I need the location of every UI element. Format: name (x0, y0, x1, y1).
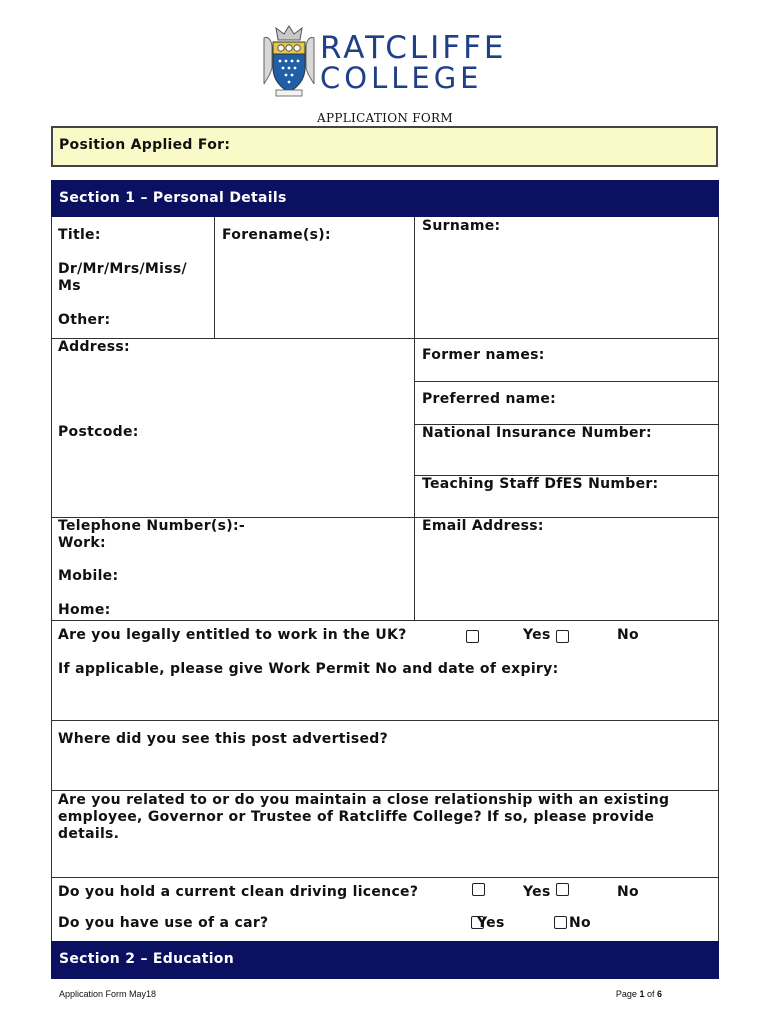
logo-wordmark-top: RATCLIFFE (320, 30, 507, 66)
crest-icon (262, 24, 316, 98)
footer-page-prefix: Page (615, 989, 640, 999)
logo-wordmark-bottom: COLLEGE (320, 61, 483, 95)
car-yes-label: Yes (477, 915, 505, 931)
section-1-title: Section 1 – Personal Details (59, 190, 287, 206)
section-2-title: Section 2 – Education (59, 951, 234, 967)
related-question-line2: employee, Governor or Trustee of Ratcliffe College? If so, please provide (58, 809, 655, 825)
work-uk-yes-checkbox[interactable] (466, 630, 479, 643)
footer-page-number (616, 989, 662, 999)
title-options-cont: Ms (58, 278, 81, 294)
car-question: Do you have use of a car? (58, 915, 269, 931)
surname-label: Surname: (422, 218, 501, 234)
work-uk-no-label: No (617, 627, 639, 643)
driving-no-label: No (617, 884, 639, 900)
surname-cell[interactable] (415, 217, 719, 338)
related-field[interactable] (51, 845, 719, 877)
work-permit-label: If applicable, please give Work Permit No and date of expiry: (58, 661, 559, 677)
driving-yes-checkbox[interactable] (472, 883, 485, 896)
footer-left: Application Form May18 (59, 989, 157, 999)
title-options: Dr/Mr/Mrs/Miss/ (58, 261, 187, 277)
college-logo (262, 24, 512, 98)
former-names-label: Former names: (422, 347, 545, 363)
car-no-label: No (569, 915, 591, 931)
advertised-field[interactable] (51, 750, 719, 790)
telephone-label: Telephone Number(s):- (58, 518, 245, 534)
home-phone-label: Home: (58, 602, 111, 618)
driving-licence-question: Do you hold a current clean driving licence? (58, 884, 419, 900)
ni-number-label: National Insurance Number: (422, 425, 652, 441)
other-label: Other: (58, 312, 111, 328)
footer-page-total: 6 (656, 989, 662, 999)
related-question-line3: details. (58, 826, 120, 842)
section-1-header (51, 180, 719, 217)
driving-yes-label: Yes (523, 884, 551, 900)
postcode-label: Postcode: (58, 424, 139, 440)
title-label: Title: (58, 227, 101, 243)
footer-page-of: of (644, 989, 657, 999)
address-label: Address: (58, 339, 130, 355)
related-question-line1: Are you related to or do you maintain a close relationship with an existing (58, 792, 670, 808)
email-label: Email Address: (422, 518, 544, 534)
forenames-label: Forename(s): (222, 227, 331, 243)
driving-no-checkbox[interactable] (556, 883, 569, 896)
work-phone-label: Work: (58, 535, 106, 551)
form-title: APPLICATION FORM (317, 111, 453, 125)
preferred-name-label: Preferred name: (422, 391, 557, 407)
section-2-header (51, 941, 719, 979)
footer-page-current: 1 (639, 989, 645, 999)
advertised-question: Where did you see this post advertised? (58, 731, 389, 747)
car-no-checkbox[interactable] (554, 916, 567, 929)
work-uk-question: Are you legally entitled to work in the UK? (58, 627, 407, 643)
mobile-phone-label: Mobile: (58, 568, 119, 584)
dfes-number-label: Teaching Staff DfES Number: (422, 476, 659, 492)
work-uk-no-checkbox[interactable] (556, 630, 569, 643)
work-permit-field[interactable] (51, 680, 719, 720)
work-uk-yes-label: Yes (523, 627, 551, 643)
position-applied-field[interactable] (51, 126, 718, 167)
position-applied-label: Position Applied For: (59, 137, 231, 153)
